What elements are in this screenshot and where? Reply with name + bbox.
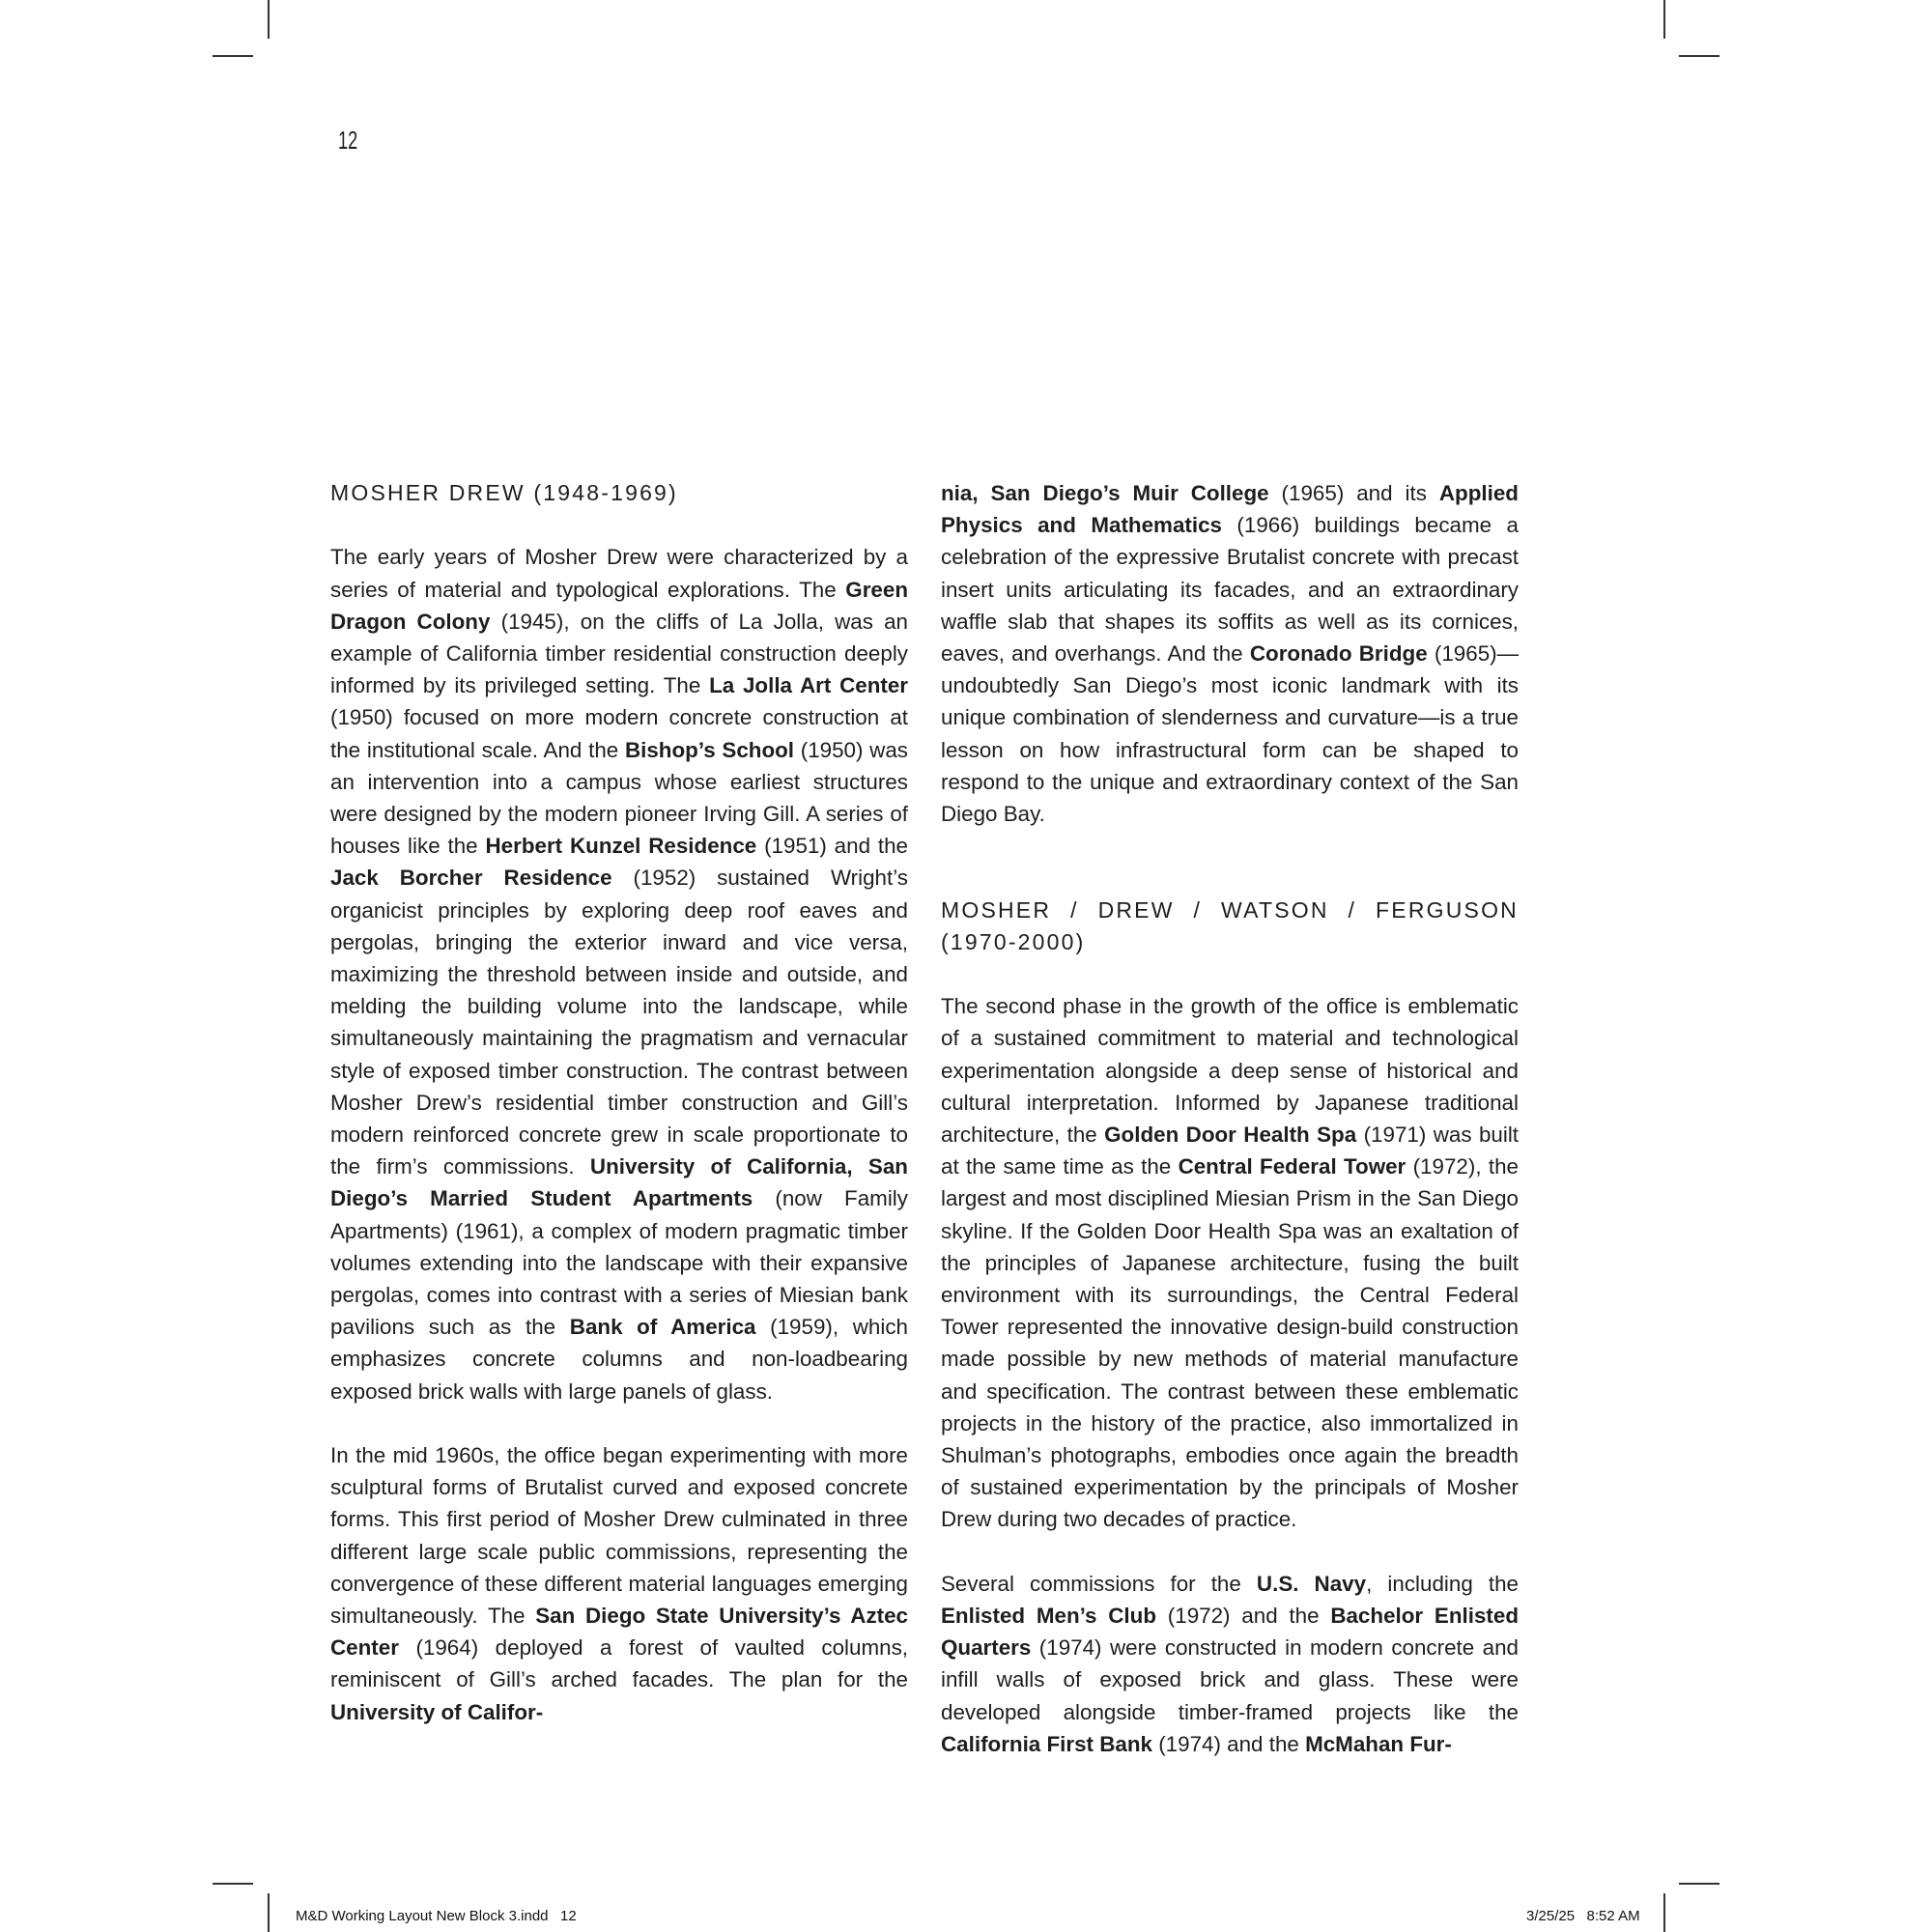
left-column <box>330 477 908 1728</box>
crop-mark <box>1663 0 1665 39</box>
project-name: Herbert Kunzel Residence <box>485 834 757 859</box>
body-paragraph: nia, San Diego’s Muir College (1965) and its Applied Physics and Mathematics (1966) buildings became a celebration of the expressive Brutalist concrete with precast insert units articulating its facades, and an extraordinary waffle slab that shapes its soffits as well as its cornices, eaves, and overhangs. And the Coronado Bridge (1965)—undoubtedly San Diego’s most iconic landmark with its unique combination of slenderness and curvature—is a true lesson on how infrastructural form can be shaped to respond to the unique and extraordinary context of the San Diego Bay. <box>941 481 1519 827</box>
project-name: Applied Physics and Mathematics <box>941 481 1519 538</box>
slug-file-info: M&D Working Layout New Block 3.indd 12 <box>296 1908 577 1924</box>
project-name: Bank of America <box>569 1315 756 1340</box>
project-name: Bishop’s School <box>624 737 795 762</box>
slug-datetime: 3/25/25 8:52 AM <box>1526 1908 1640 1924</box>
body-paragraph: Several commissions for the U.S. Navy, including the Enlisted Men’s Club (1972) and the Bachelor Enlisted Quarters (1974) were constructed in modern concrete and infill walls of exposed brick and glass. These were developed alongside timber-framed projects like the California First Bank (1974) and the McMahan Fur- <box>941 1571 1520 1756</box>
page-number: 12 <box>338 126 358 155</box>
project-name: McMahan Fur- <box>1305 1731 1452 1756</box>
project-name: Green Dragon Colony <box>330 577 908 634</box>
project-name: Enlisted Men’s Club <box>941 1604 1157 1629</box>
body-paragraph: In the mid 1960s, the office began experimenting with more sculptural forms of Brutalist curved and exposed concrete forms. This first period of Mosher Drew culminated in three different large scale public commissions, representing the convergence of these different material languages emerging simultaneously. The San Diego State University’s Aztec Center (1964) deployed a forest of vaulted columns, reminiscent of Gill’s arched facades. The plan for the University of Califor- <box>330 1443 908 1724</box>
project-name: Central Federal Tower <box>1178 1154 1406 1179</box>
project-name: Coronado Bridge <box>1249 641 1428 667</box>
project-name: La Jolla Art Center <box>709 673 908 698</box>
crop-mark <box>1663 1893 1665 1932</box>
project-name: Jack Borcher Residence <box>330 866 612 891</box>
project-name: University of California, San Diego’s Married Student Apartments <box>330 1154 908 1211</box>
body-paragraph: The second phase in the growth of the office is emblematic of a sustained commitment to material and technological experimentation alongside a deep sense of historical and cultural interpretation. Informed by Japanese traditional architecture, the Golden Door Health Spa (1971) was built at the same time as the Central Federal Tower (1972), the largest and most disciplined Miesian Prism in the San Diego skyline. If the Golden Door Health Spa was an exaltation of the principles of Japanese architecture, fusing the built environment with its surroundings, the Central Federal Tower represented the innovative design-build construction made possible by new methods of material manufacture and specification. The contrast between these emblematic projects in the history of the practice, also immortalized in Shulman’s photographs, embodies once again the breadth of sustained experimentation by the principals of Mosher Drew during two decades of practice. <box>941 994 1520 1532</box>
project-name: Golden Door Health Spa <box>1104 1122 1357 1148</box>
project-name: University of Califor- <box>330 1699 544 1724</box>
crop-mark <box>213 55 253 57</box>
project-name: California First Bank <box>941 1731 1152 1756</box>
crop-mark <box>268 1893 270 1932</box>
project-name: Bachelor Enlisted Quarters <box>941 1604 1519 1661</box>
right-column <box>941 477 1519 1760</box>
crop-mark <box>213 1883 253 1885</box>
crop-mark <box>268 0 270 39</box>
crop-mark <box>1679 55 1719 57</box>
body-paragraph: The early years of Mosher Drew were characterized by a series of material and typological explorations. The Green Dragon Colony (1945), on the cliffs of La Jolla, was an example of California timber residential construction deeply informed by its privileged setting. The La Jolla Art Center (1950) focused on more modern concrete construction at the institutional scale. And the Bishop’s School (1950) was an intervention into a campus whose earliest structures were designed by the modern pioneer Irving Gill. A series of houses like the Herbert Kunzel Residence (1951) and the Jack Borcher Residence (1952) sustained Wright’s organicist principles by exploring deep roof eaves and pergolas, bringing the exterior inward and vice versa, maximizing the threshold between inside and outside, and melding the building volume into the landscape, while simultaneously maintaining the pragmatism and vernacular style of exposed timber construction. The contrast between Mosher Drew’s residential timber construction and Gill’s modern reinforced concrete grew in scale proportionate to the firm’s commissions. University of California, San Diego’s Married Student Apartments (now Family Apartments) (1961), a complex of modern pragmatic timber volumes extending into the landscape with their expansive pergolas, comes into contrast with a series of Miesian bank pavilions such as the Bank of America (1959), which emphasizes concrete columns and non-loadbearing exposed brick walls with large panels of glass. <box>330 545 909 1404</box>
section-heading: MOSHER DREW (1948-1969) <box>330 480 678 505</box>
section-heading: MOSHER / DREW / WATSON / FERGUSON (1970-2000) <box>941 896 1519 954</box>
project-name: nia, San Diego’s Muir College <box>941 481 1269 505</box>
project-name: U.S. Navy <box>1256 1571 1367 1596</box>
project-name: San Diego State University’s Aztec Center <box>330 1604 908 1661</box>
crop-mark <box>1679 1883 1719 1885</box>
